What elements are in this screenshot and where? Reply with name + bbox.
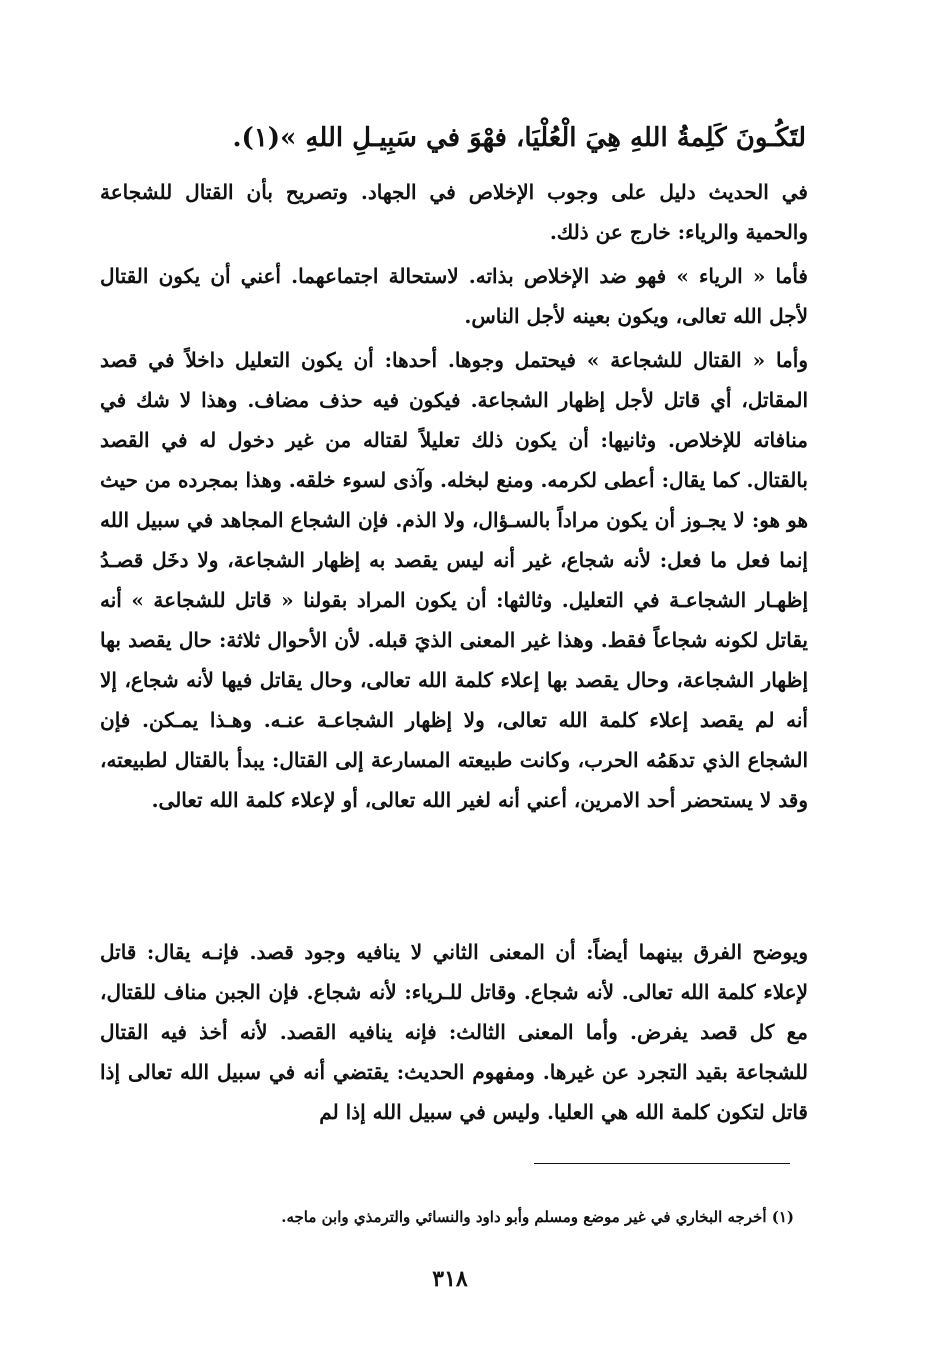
paragraph-1 [100,172,808,252]
paragraph-4 [100,932,808,1132]
paragraph-text: في الحديث دليل على وجوب الإخلاص في الجهاد. وتصريح بأن القتال للشجاعة والحمية والرياء: خارج عن ذلك. [100,180,808,244]
paragraph-text: وأما « القتال للشجاعة » فيحتمل وجوها. أحدها: أن يكون التعليل داخلاً في قصد المقاتل، أي قاتل لأجل إظهار الشجاعة. فيكون فيه حذف مضاف. وهذا لا شك في منافاته للإخلاص. وثانيها: أن يكون ذلك تعليلاً لقتاله من غير دخول له في القصد بالقتال. كما يقال: أعطى لكرمه. ومنع لبخله. وآذى لسوء خلقه. وهذا بمجرده من حيث هو هو: لا يجـوز أن يكون مراداً بالسـؤال، ولا الذم. فإن الشجاع المجاهد في سبيل الله إنما فعل ما فعل: لأنه شجاع، غير أنه ليس يقصد به إظهار الشجاعة، ولا دخَل قصـدُ إظهـار الشجاعـة في التعليل. وثالثها: أن يكون المراد بقولنا « قاتل للشجاعة » أنه يقاتل لكونه شجاعاً فقط. وهذا غير المعنى الذيَ قبله. لأن الأحوال ثلاثة: حال يقصد بها إظهار الشجاعة، وحال يقصد بها إعلاء كلمة الله تعالى، وحال يقاتل فيها لأنه شجاع، إلا أنه لم يقصد إعلاء كلمة الله تعالى، ولا إظهار الشجاعـة عنـه. وهـذا يمـكن. فإن الشجاع الذي تدهَمُه الحرب، وكانت طبيعته المسارعة إلى القتال: يبدأ بالقتال لطبيعته، وقد لا يستحضر أحد الامرين، أعني أنه لغير الله تعالى، أو لإعلاء كلمة الله تعالى. [100,348,808,812]
page-number: ٣١٨ [432,1266,468,1292]
footnote: (١) أخرجه البخاري في غير موضع ومسلم وأبو داود والنسائي والترمذي وابن ماجه. [281,1208,794,1226]
hadith-closing-line: لتَكُـونَ كَلِمةُ اللهِ هِيَ الْعُلْيَا، فهْوَ في سَبِيـلِ اللهِ »(١). [232,123,806,153]
paragraph-text: ويوضح الفرق بينهما أيضاً: أن المعنى الثاني لا ينافيه وجود قصد. فإنـه يقال: قاتل لإعلاء كلمة الله تعالى. لأنه شجاع. وقاتل للـرياء: لأنه شجاع. فإن الجبن مناف للقتال، مع كل قصد يفرض. وأما المعنى الثالث: فإنه ينافيه القصد. لأنه أخذ فيه القتال للشجاعة بقيد التجرد عن غيرها. ومفهوم الحديث: يقتضي أنه في سبيل الله تعالى إذا قاتل لتكون كلمة الله هي العليا. وليس في سبيل الله إذا لم [100,940,809,1124]
paragraph-text: فأما « الرياء » فهو ضد الإخلاص بذاته. لاستحالة اجتماعهما. أعني أن يكون القتال لأجل الله تعالى، ويكون بعينه لأجل الناس. [100,264,808,328]
paragraph-2 [100,256,808,336]
paragraph-3 [100,340,808,820]
footnote-separator [534,1163,790,1164]
